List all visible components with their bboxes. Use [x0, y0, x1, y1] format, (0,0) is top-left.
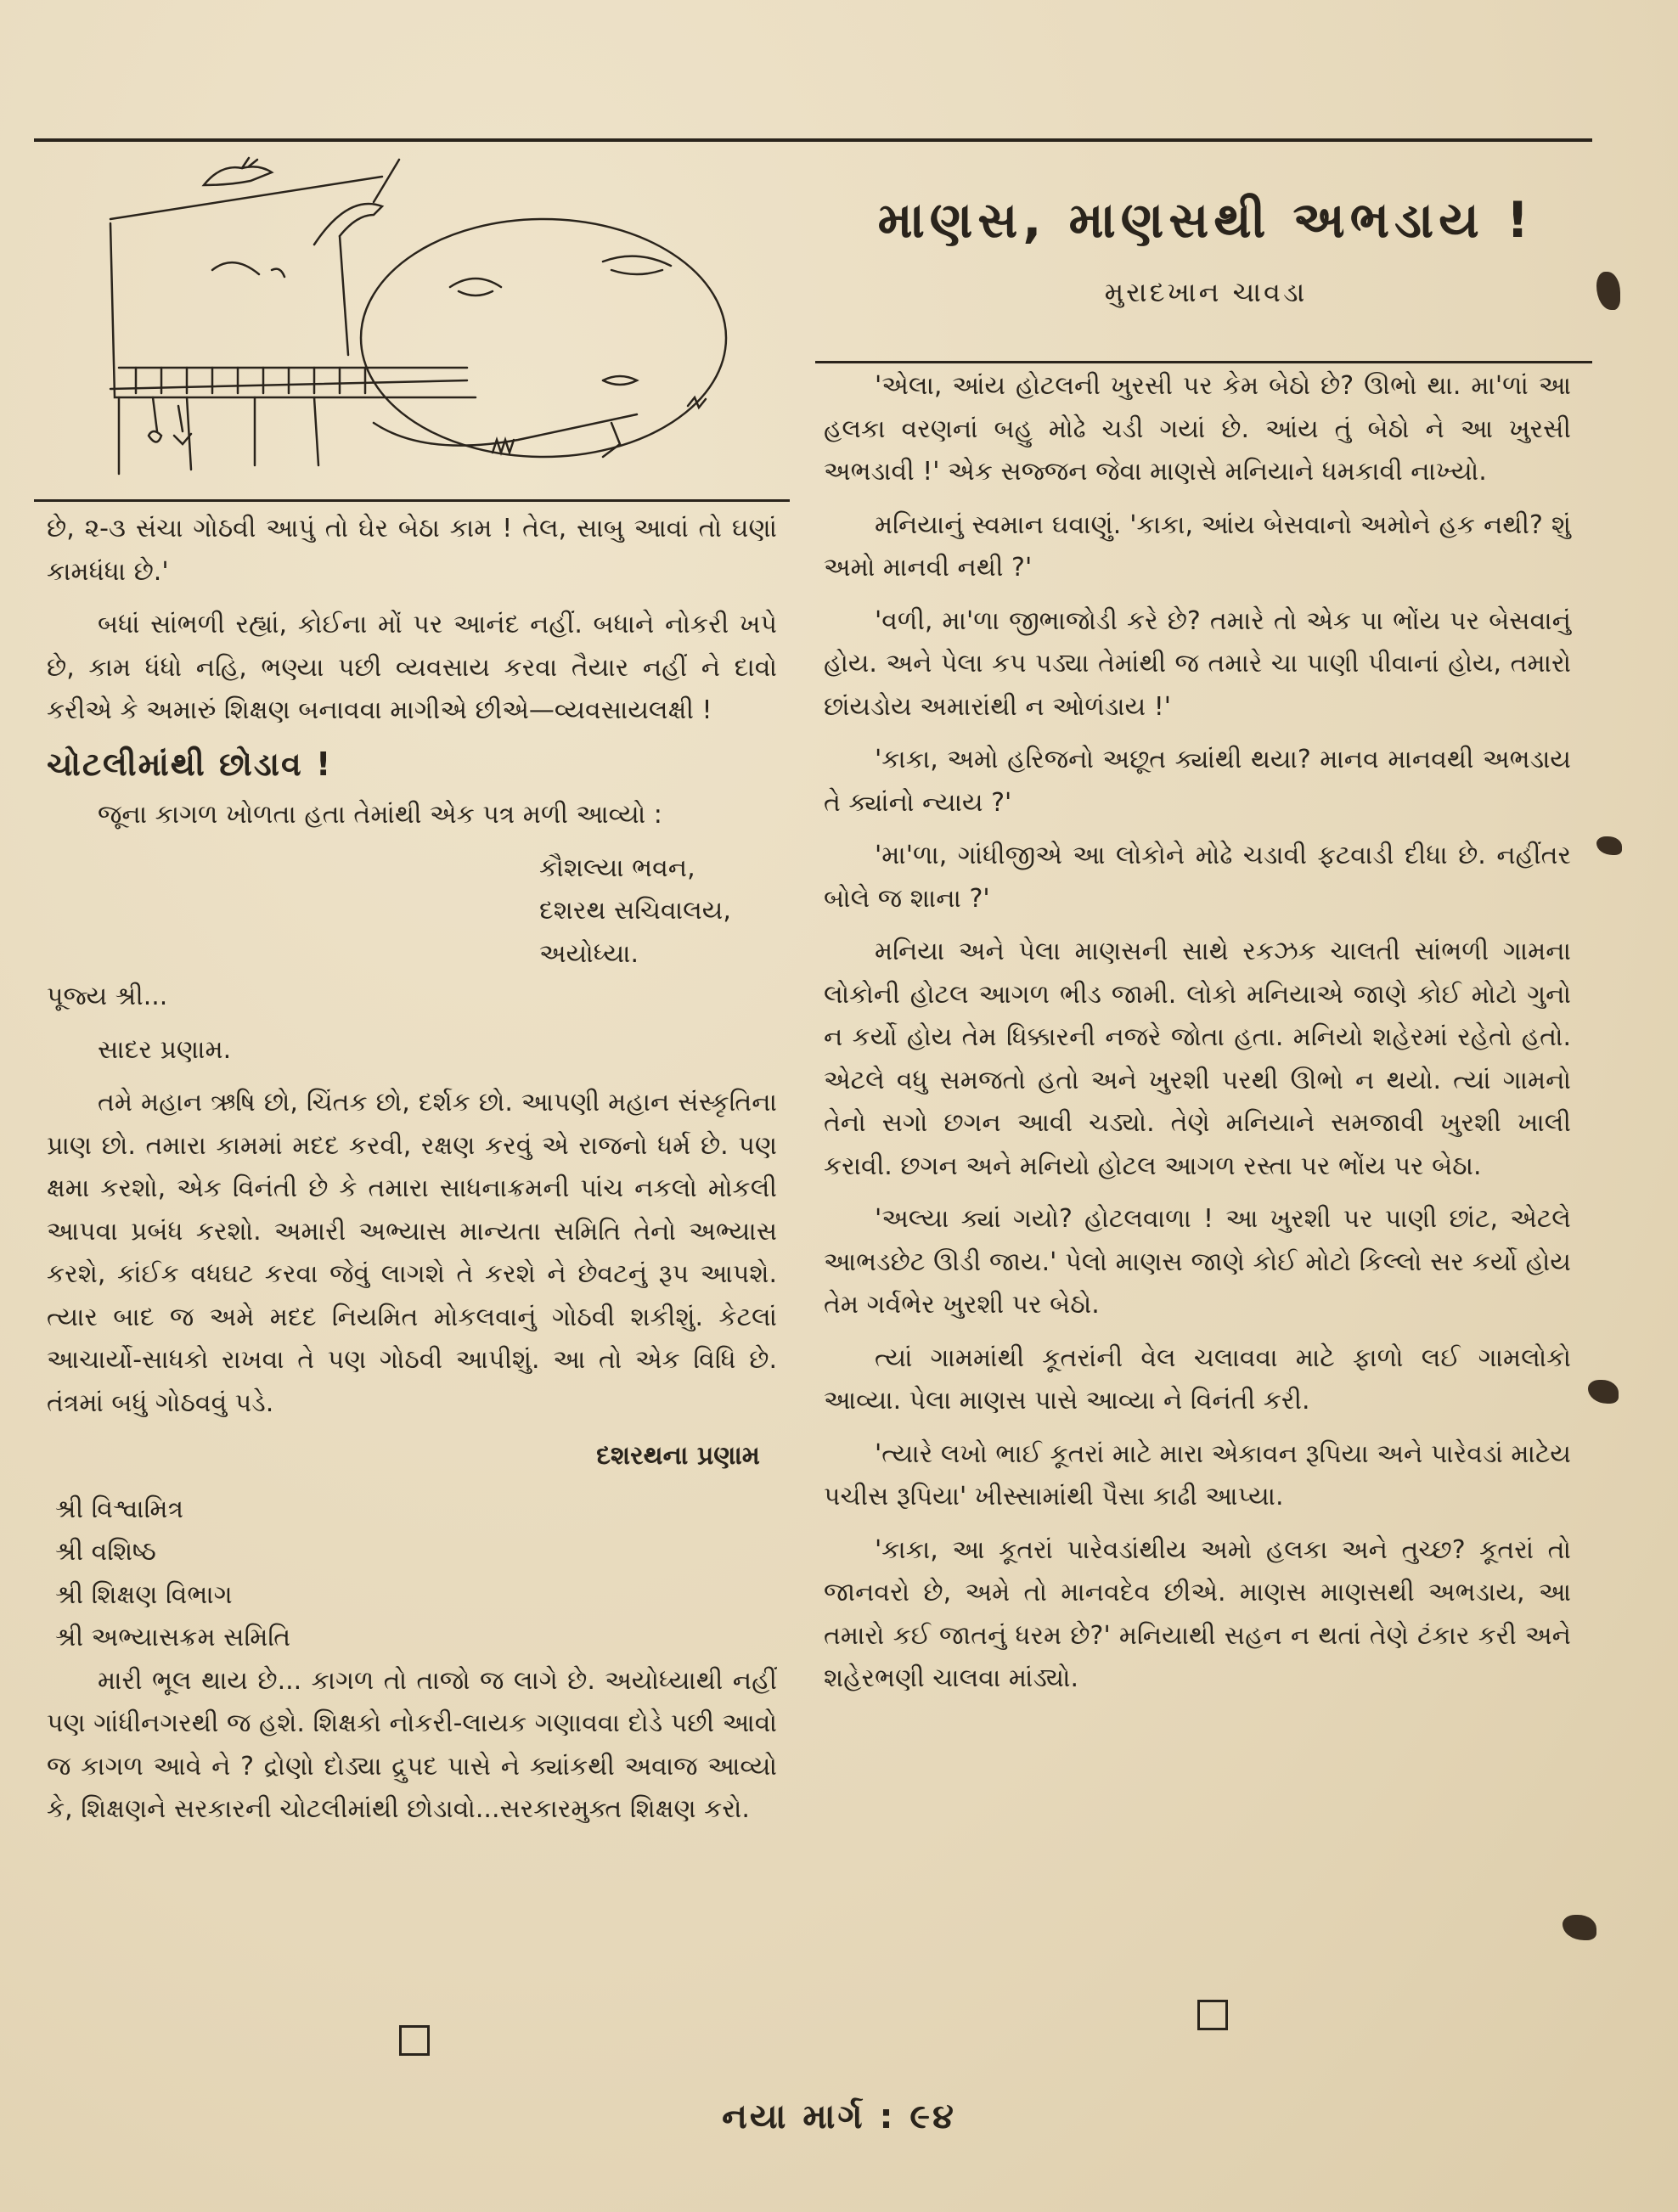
right-column-rule — [815, 361, 1592, 363]
left-end-mark — [399, 2025, 430, 2056]
cartoon-illustration — [93, 151, 739, 482]
right-column — [824, 365, 1571, 1711]
paragraph: 'એલા, આંય હોટલની ખુરસી પર કેમ બેઠો છે? ઊભો થા. મા'ળાં આ હલકા વરણનાં બહુ મોઢે ચડી ગયાં છે. આંય તું બેઠો ને આ ખુરસી અભડાવી !' એક સજ્જન જેવા માણસે મનિયાને ધમકાવી નાખ્યો. — [824, 371, 1571, 487]
paragraph: 'વળી, મા'ળા જીભાજોડી કરે છે? તમારે તો એક પા ભોંય પર બેસવાનું હોય. અને પેલા કપ પડ્યા તેમાંથી જ તમારે ચા પાણી પીવાનાં હોય, તમારો છાંયડોય અમારાંથી ન ઓળંડાય !' — [824, 605, 1571, 722]
section-heading: ચોટલીમાંથી છોડાવ ! — [47, 745, 333, 783]
salutation: પૂજ્ય શ્રી... — [47, 982, 168, 1011]
paragraph: 'અલ્યા ક્યાં ગયો? હોટલવાળા ! આ ખુરશી પર પાણી છાંટ, એટલે આભડછેટ ઊડી જાય.' પેલો માણસ જાણે કોઈ મોટો કિલ્લો સર કર્યો હોય તેમ ગર્વભેર ખુરશી પર બેઠો. — [824, 1204, 1571, 1320]
top-rule — [34, 138, 1592, 142]
paragraph: મનિયાનું સ્વમાન ઘવાણું. 'કાકા, આંય બેસવાનો અમોને હક નથી? શું અમો માનવી નથી ?' — [824, 509, 1571, 583]
recipient: શ્રી અભ્યાસક્રમ સમિતિ — [55, 1623, 291, 1652]
page-tear-mark — [1596, 272, 1620, 310]
paragraph: 'મા'ળા, ગાંધીજીએ આ લોકોને મોઢે ચડાવી ફટવાડી દીધા છે. નહીંતર બોલે જ શાના ?' — [824, 841, 1571, 914]
paragraph: જૂના કાગળ ખોળતા હતા તેમાંથી એક પત્ર મળી આવ્યો : — [98, 800, 662, 830]
page-footer: નયા માર્ગ : ૯૪ — [722, 2097, 956, 2136]
address-line: કૌશલ્યા ભવન, — [539, 853, 695, 883]
page-tear-mark — [1596, 836, 1622, 855]
paragraph: 'કાકા, આ કૂતરાં પારેવડાંથીય અમો હલકા અને તુચ્છ? કૂતરાં તો જાનવરો છે, અમે તો માનવદેવ છીએ. માણસ માણસથી અભડાય, આ તમારો કઈ જાતનું ધરમ છે?' મનિયાથી સહન ન થતાં તેણે ટંકાર કરી અને શહેરભણી ચાલવા માંડ્યો. — [824, 1534, 1571, 1693]
left-column — [47, 508, 777, 1842]
paragraph: ત્યાં ગામમાંથી કૂતરાંની વેલ ચલાવવા માટે ફાળો લઈ ગામલોકો આવ્યા. પેલા માણસ પાસે આવ્યા ને વિનંતી કરી. — [824, 1342, 1571, 1416]
paragraph: મારી ભૂલ થાય છે... કાગળ તો તાજો જ લાગે છે. અયોધ્યાથી નહીં પણ ગાંધીનગરથી જ હશે. શિક્ષકો નોકરી-લાયક ગણાવવા દોડે પછી આવો જ કાગળ આવે ને ? દ્રોણો દોડ્યા દ્રુપદ પાસે ને ક્યાંકથી અવાજ આવ્યો કે, શિક્ષણને સરકારની ચોટલીમાંથી છોડાવો...સરકારમુક્ત શિક્ષણ કરો. — [47, 1665, 777, 1824]
paragraph: 'કાકા, અમો હરિજનો અછૂત ક્યાંથી થયા? માનવ માનવથી અભડાય તે ક્યાંનો ન્યાય ?' — [824, 745, 1571, 818]
paragraph: છે, ૨-૩ સંચા ગોઠવી આપું તો ઘેર બેઠા કામ ! તેલ, સાબુ આવાં તો ઘણાં કામધંધા છે.' — [47, 514, 777, 587]
greeting: સાદર પ્રણામ. — [98, 1034, 232, 1065]
address-line: દશરથ સચિવાલય, — [539, 896, 731, 926]
page-tear-mark — [1563, 1915, 1596, 1940]
right-end-mark — [1197, 2000, 1228, 2030]
article-title: માણસ, માણસથી અભડાય ! — [877, 191, 1534, 249]
address-line: અયોધ્યા. — [539, 938, 639, 969]
recipient: શ્રી વિશ્વામિત્ર — [55, 1494, 184, 1524]
left-column-rule — [34, 499, 790, 502]
page-tear-mark — [1588, 1380, 1619, 1404]
article-author: મુરાદખાન ચાવડા — [1104, 276, 1308, 308]
recipient: શ્રી શિક્ષણ વિભાગ — [55, 1579, 233, 1610]
paragraph: મનિયા અને પેલા માણસની સાથે રકઝક ચાલતી સાંભળી ગામના લોકોની હોટલ આગળ ભીડ જામી. લોકો મનિયાએ જાણે કોઈ મોટો ગુનો ન કર્યો હોય તેમ ધિક્કારની નજરે જોતા હતા. મનિયો શહેરમાં રહેતો હતો. એટલે વધુ સમજતો હતો અને ખુરશી પરથી ઊભો ન થયો. ત્યાં ગામનો તેનો સગો છગન આવી ચડ્યો. તેણે મનિયાને સમજાવી ખુરશી ખાલી કરાવી. છગન અને મનિયો હોટલ આગળ રસ્તા પર ભોંય પર બેઠા. — [824, 937, 1571, 1181]
paragraph: બધાં સાંભળી રહ્યાં, કોઈના મોં પર આનંદ નહીં. બધાને નોકરી ખપે છે, કામ ધંધો નહિ, ભણ્યા પછી વ્યવસાય કરવા તૈયાર નહીં ને દાવો કરીએ કે અમારું શિક્ષણ બનાવવા માગીએ છીએ—વ્યવસાયલક્ષી ! — [47, 610, 777, 725]
letter-signoff: દશરથના પ્રણામ — [596, 1441, 760, 1471]
letter-body: તમે મહાન ઋષિ છો, ચિંતક છો, દર્શક છો. આપણી મહાન સંસ્કૃતિના પ્રાણ છો. તમારા કામમાં મદદ કરવી, રક્ષણ કરવું એ રાજનો ધર્મ છે. પણ ક્ષમા કરશો, એક વિનંતી છે કે તમારા સાધનાક્રમની પાંચ નકલો મોકલી આપવા પ્રબંધ કરશો. અમારી અભ્યાસ માન્યતા સમિતિ તેનો અભ્યાસ કરશે, કાંઈક વધઘટ કરવા જેવું લાગશે તે કરશે ને છેવટનું રૂપ આપશે. ત્યાર બાદ જ અમે મદદ નિયમિત મોકલવાનું ગોઠવી શકીશું. કેટલાં આચાર્યો-સાધકો રાખવા તે પણ ગોઠવી આપીશું. આ તો એક વિધિ છે. તંત્રમાં બધું ગોઠવવું પડે. — [47, 1088, 777, 1418]
paragraph: 'ત્યારે લખો ભાઈ કૂતરાં માટે મારા એકાવન રૂપિયા અને પારેવડાં માટેય પચીસ રૂપિયા' ખીસ્સામાંથી પૈસા કાઢી આપ્યા. — [824, 1438, 1571, 1511]
recipient: શ્રી વશિષ્ઠ — [55, 1537, 156, 1567]
